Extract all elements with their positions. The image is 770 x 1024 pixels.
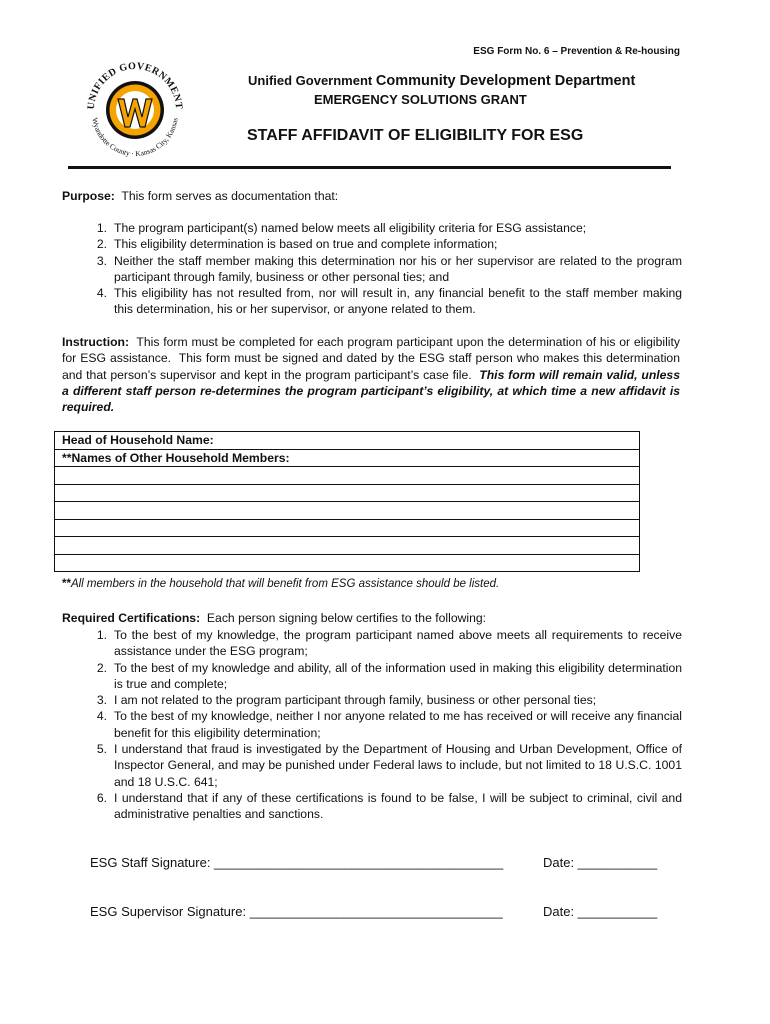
form-title: STAFF AFFIDAVIT OF ELIGIBILITY FOR ESG xyxy=(247,127,584,144)
logo-top-text: UNIFIED GOVERNMENT xyxy=(85,60,185,110)
table-row xyxy=(55,537,640,555)
list-number: 5. xyxy=(96,742,107,757)
list-text: I am not related to the program participant through family, business or other personal ties; xyxy=(114,693,597,708)
list-text: Neither the staff member making this determination nor his or her supervisor are related to the program participant through family, business or other personal ties; and xyxy=(114,253,682,284)
certifications-text: Each person signing below certifies to the following: xyxy=(200,611,487,625)
list-text: This eligibility has not resulted from, nor will result in, any financial benefit to the staff member making this determination, his or her supervisor, or anyone related to them. xyxy=(114,286,682,317)
purpose-line xyxy=(62,188,682,204)
list-number: 3. xyxy=(96,253,107,268)
list-item xyxy=(62,220,682,236)
other-members-label: **Names of Other Household Members: xyxy=(55,449,640,467)
list-number: 4. xyxy=(96,286,107,301)
certifications-label: Required Certifications: xyxy=(62,611,201,625)
household-table xyxy=(54,431,640,572)
list-number: 4. xyxy=(96,709,107,724)
member-name-field[interactable] xyxy=(55,519,640,537)
purpose-text: This form serves as documentation that: xyxy=(114,189,339,203)
household-footnote xyxy=(62,578,499,590)
list-number: 2. xyxy=(96,237,107,252)
list-item xyxy=(62,741,682,790)
list-number: 1. xyxy=(96,628,107,642)
list-text: To the best of my knowledge, neither I nor anyone related to me has received or will receive any financial benefit for this eligibility determination; xyxy=(114,709,682,740)
purpose-list xyxy=(62,220,682,318)
list-text: This eligibility determination is based on true and complete information; xyxy=(114,237,498,252)
list-text: I understand that fraud is investigated by the Department of Housing and Urban Development, Office of Inspector General, and may be punished under Federal laws to include, but not limited to 18 U.S.C. 1001 and 18 U.S.C. 641; xyxy=(114,742,682,789)
table-row xyxy=(55,467,640,485)
department-name xyxy=(248,73,635,89)
certifications-intro xyxy=(62,610,682,626)
staff-date-field[interactable]: Date: ___________ xyxy=(543,855,658,870)
member-name-field[interactable] xyxy=(55,484,640,502)
table-row xyxy=(55,449,640,467)
supervisor-date-field[interactable]: Date: ___________ xyxy=(543,904,658,919)
table-row xyxy=(55,484,640,502)
list-item xyxy=(62,236,682,252)
member-name-field[interactable] xyxy=(55,467,640,485)
table-row xyxy=(55,554,640,572)
form-number: ESG Form No. 6 – Prevention & Re-housing xyxy=(473,46,680,57)
footnote-text: All members in the household that will benefit from ESG assistance should be listed. xyxy=(70,578,500,590)
table-row xyxy=(55,502,640,520)
list-number: 1. xyxy=(96,221,107,235)
list-text: To the best of my knowledge, the program participant named above meets all requirements to receive assistance under the ESG program; xyxy=(114,628,682,659)
list-item xyxy=(62,692,682,708)
certifications-list xyxy=(62,627,682,823)
instruction-text: This form must be completed for each program participant upon the determination of his or eligibility for ESG assistance. This form must be signed and dated by the ESG staff person who makes this determination and that person’s supervisor and kept in the program participant’s case file. xyxy=(62,335,684,382)
logo-bottom-text: Wyandotte County · Kansas City, Kansas xyxy=(90,116,180,159)
list-number: 2. xyxy=(96,660,107,675)
footnote-stars: ** xyxy=(62,578,71,590)
list-number: 6. xyxy=(96,790,107,805)
member-name-field[interactable] xyxy=(55,537,640,555)
list-item xyxy=(62,253,682,286)
member-name-field[interactable] xyxy=(55,502,640,520)
instruction-validity-note: This form will remain valid, unless a different staff person re-determines the program participant’s eligibility, at which time a new affidavit is required. xyxy=(62,367,680,415)
supervisor-signature-field[interactable]: ESG Supervisor Signature: ___________________________________ xyxy=(90,904,503,919)
table-row xyxy=(55,432,640,450)
member-name-field[interactable] xyxy=(55,554,640,572)
header-divider xyxy=(68,166,671,169)
department-name-small: Unified Government xyxy=(248,73,376,88)
list-number: 3. xyxy=(96,693,107,708)
list-item xyxy=(62,708,682,741)
list-item xyxy=(62,285,682,318)
grant-name: EMERGENCY SOLUTIONS GRANT xyxy=(314,92,527,107)
staff-signature-field[interactable]: ESG Staff Signature: ________________________________________ xyxy=(90,855,504,870)
instruction-paragraph xyxy=(62,334,684,415)
unified-government-seal-logo xyxy=(80,55,190,165)
list-text: The program participant(s) named below meets all eligibility criteria for ESG assistance; xyxy=(114,221,587,235)
list-item xyxy=(62,790,682,823)
purpose-label: Purpose: xyxy=(62,189,115,203)
list-item xyxy=(62,660,682,693)
instruction-label: Instruction: xyxy=(62,335,130,349)
list-item xyxy=(62,627,682,660)
table-row xyxy=(55,519,640,537)
list-text: I understand that if any of these certifications is found to be false, I will be subject to criminal, civil and administrative penalties and sanctions. xyxy=(114,790,682,822)
list-text: To the best of my knowledge and ability, all of the information used in making this eligibility determination is true and complete; xyxy=(114,660,682,691)
head-of-household-field[interactable]: Head of Household Name: xyxy=(55,432,640,450)
department-name-big: Community Development Department xyxy=(375,73,636,89)
